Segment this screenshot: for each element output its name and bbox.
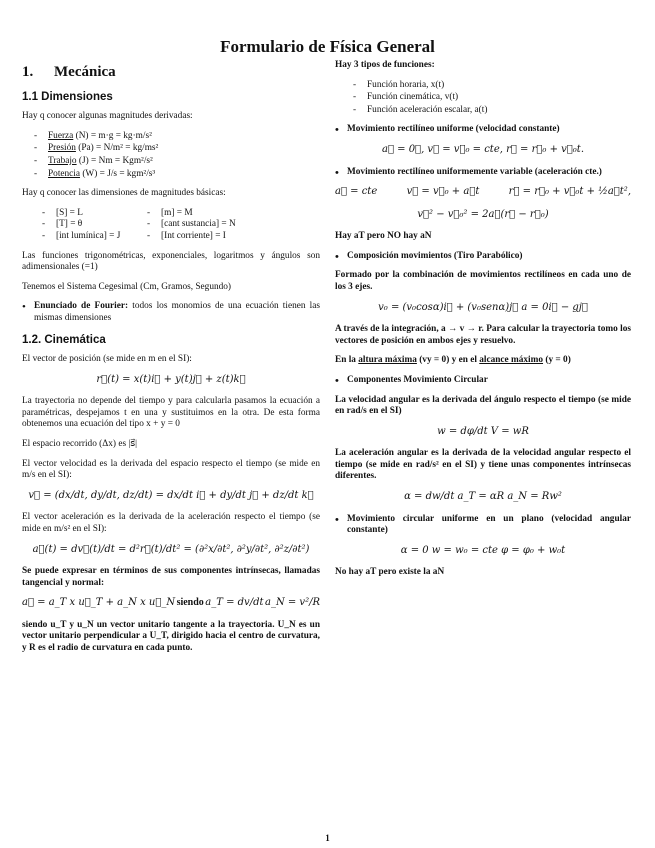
list-item: - [S] = L bbox=[42, 208, 147, 220]
list-item: - Fuerza (N) = m·g = kg·m/s² bbox=[34, 131, 320, 143]
equation-mrua-2: v⃗² − v⃗₀² = 2a⃗(r⃗ − r⃗₀) bbox=[417, 208, 549, 220]
document-title: Formulario de Física General bbox=[220, 37, 435, 56]
paragraph-adimensionales: Las funciones trigonométricas, exponenciales, logaritmos y ángulos son adimensionales (=1) bbox=[22, 250, 320, 273]
equation-mcu: α = 0 w = w₀ = cte φ = φ₀ + w₀t bbox=[400, 544, 566, 556]
paragraph-integracion: A través de la integración, a → v → r. Para calcular la trayectoria tomo los vectores de posición en ambos ejes y resuelvo. bbox=[335, 324, 631, 346]
subsection-heading-cinematica: 1.2. Cinemática bbox=[22, 333, 106, 346]
eq-part: v⃗ = v⃗₀ + a⃗t bbox=[406, 186, 480, 198]
equation-intrinsecas bbox=[22, 597, 320, 610]
equation-aceleracion-angular: α = dw/dt a_T = αR a_N = Rw² bbox=[404, 491, 562, 503]
eq-part: r⃗ = r⃗₀ + v⃗₀t + ½a⃗t², bbox=[508, 186, 631, 198]
paragraph-aceleracion-angular: La aceleración angular es la derivada de la velocidad angular respecto el tiempo (se mide en rad/s² en el SI) y tiene unas componentes intrínsecas diferentes. bbox=[335, 448, 631, 482]
list-item: - Función cinemática, v(t) bbox=[353, 92, 631, 104]
basic-dimensions-list bbox=[42, 208, 320, 243]
section-number: 1. bbox=[22, 64, 34, 80]
list-item: - Presión (Pa) = N/m² = kg/ms² bbox=[34, 143, 320, 155]
eq-part: a_T = dv/dt bbox=[205, 597, 264, 609]
paragraph-intrinsecas: Se puede expresar en términos de sus componentes intrínsecas, llamadas tangencial y normal: bbox=[22, 566, 320, 588]
equation-velocidad-angular: w = dφ/dt V = wR bbox=[437, 425, 529, 437]
paragraph-intrinsecas-explain: siendo u_T y u_N un vector unitario tangente a la trayectoria. U_N es un vector unitario perpendicular a U_T, dirigido hacia el centro de curvatura, y R es el radio de curvatura en cada punto. bbox=[22, 619, 320, 653]
equation-mru: a⃗ = 0⃗, v⃗ = v⃗₀ = cte, r⃗ = r⃗₀ + v⃗₀t. bbox=[382, 144, 584, 156]
composicion-heading: • Composición movimientos (Tiro Parabólico) bbox=[335, 251, 631, 263]
paragraph-hay-at: Hay aT pero NO hay aN bbox=[335, 231, 432, 242]
list-item: - Función aceleración escalar, a(t) bbox=[353, 105, 631, 117]
fourier-bullet: • Enunciado de Fourier: todos los monomios de una ecuación tienen las mismas dimensiones bbox=[22, 301, 320, 324]
subsection-heading-dimensiones: 1.1 Dimensiones bbox=[22, 90, 113, 103]
eq-part: siendo bbox=[176, 597, 204, 609]
circular-heading: • Componentes Movimiento Circular bbox=[335, 375, 631, 387]
eq-part: a_N = v²/R bbox=[264, 597, 320, 609]
section-heading-mecanica bbox=[22, 63, 320, 82]
eq-part: a⃗ = a_T x u⃗_T + a_N x u⃗_N bbox=[22, 597, 176, 609]
right-column bbox=[335, 60, 631, 587]
list-item: - [m] = M bbox=[147, 208, 320, 220]
paragraph-altura: En la altura máxima (vy = 0) y en el alcance máximo (y = 0) bbox=[335, 355, 571, 366]
list-item: - [Int corriente] = I bbox=[147, 231, 320, 243]
mcu-heading: • Movimiento circular uniforme en un plano (velocidad angular constante) bbox=[335, 514, 631, 537]
paragraph-basicas-intro: Hay q conocer las dimensiones de magnitudes básicas: bbox=[22, 188, 226, 199]
mrua-heading: • Movimiento rectilíneo uniformemente variable (aceleración cte.) bbox=[335, 167, 631, 179]
equation-velocidad: v⃗ = (dx/dt, dy/dt, dz/dt) = dx/dt i⃗ + dy/dt j⃗ + dz/dt k⃗ bbox=[28, 489, 314, 501]
mru-heading: • Movimiento rectilíneo uniforme (velocidad constante) bbox=[335, 124, 631, 136]
left-column bbox=[22, 60, 320, 663]
paragraph-velocidad-angular: La velocidad angular es la derivada del ángulo respecto el tiempo (se mide en rad/s en el SI) bbox=[335, 394, 631, 417]
list-item: - [int lumínica] = J bbox=[42, 231, 147, 243]
list-item: - Trabajo (J) = Nm = Kgm²/s² bbox=[34, 156, 320, 168]
equation-aceleracion: a⃗(t) = dv⃗(t)/dt = d²r⃗(t)/dt² = (∂²x/∂t², ∂²y/∂t², ∂²z/∂t²) bbox=[32, 543, 310, 555]
equation-mrua bbox=[335, 186, 631, 199]
function-types-list bbox=[353, 80, 631, 117]
paragraph-trayectoria: La trayectoria no depende del tiempo y para calcularla pasamos la ecuación a paramétricas, despejamos t en una y sustituimos en la otra. De esta forma obtenemos una ecuación del tipo x + y = 0 bbox=[22, 396, 320, 430]
page-number: 1 bbox=[325, 833, 330, 843]
section-title: Mecánica bbox=[54, 64, 116, 80]
derived-magnitudes-list bbox=[34, 131, 320, 180]
paragraph-composicion: Formado por la combinación de movimientos rectilíneos en cada uno de los 3 ejes. bbox=[335, 270, 631, 292]
paragraph-tipos-intro: Hay 3 tipos de funciones: bbox=[335, 60, 435, 70]
equation-posicion: r⃗(t) = x(t)i⃗ + y(t)j⃗ + z(t)k⃗ bbox=[96, 373, 246, 385]
paragraph-aceleracion: El vector aceleración es la derivada de la aceleración respecto el tiempo (se mide en m/s² en el SI): bbox=[22, 512, 320, 534]
list-item: - [T] = θ bbox=[42, 219, 147, 231]
paragraph-cegesimal: Tenemos el Sistema Cegesimal (Cm, Gramos, Segundo) bbox=[22, 281, 232, 292]
list-item: - [cant sustancia] = N bbox=[147, 219, 320, 231]
list-item: - Potencia (W) = J/s = kgm²/s³ bbox=[34, 169, 320, 181]
paragraph-derivadas-intro: Hay q conocer algunas magnitudes derivadas: bbox=[22, 111, 193, 122]
paragraph-espacio: El espacio recorrido (Δx) es |s⃗| bbox=[22, 438, 137, 449]
paragraph-velocidad: El vector velocidad es la derivada del espacio respecto el tiempo (se mide en m/s en el SI): bbox=[22, 458, 320, 481]
paragraph-posicion: El vector de posición (se mide en m en el SI): bbox=[22, 354, 192, 365]
paragraph-no-at: No hay aT pero existe la aN bbox=[335, 567, 445, 578]
eq-part: a⃗ = cte bbox=[335, 186, 378, 198]
list-item: - Función horaria, x(t) bbox=[353, 80, 631, 92]
equation-composicion: v₀ = (v₀cosα)i⃗ + (v₀senα)j⃗ a = 0i⃗ − gj⃗ bbox=[378, 301, 588, 313]
